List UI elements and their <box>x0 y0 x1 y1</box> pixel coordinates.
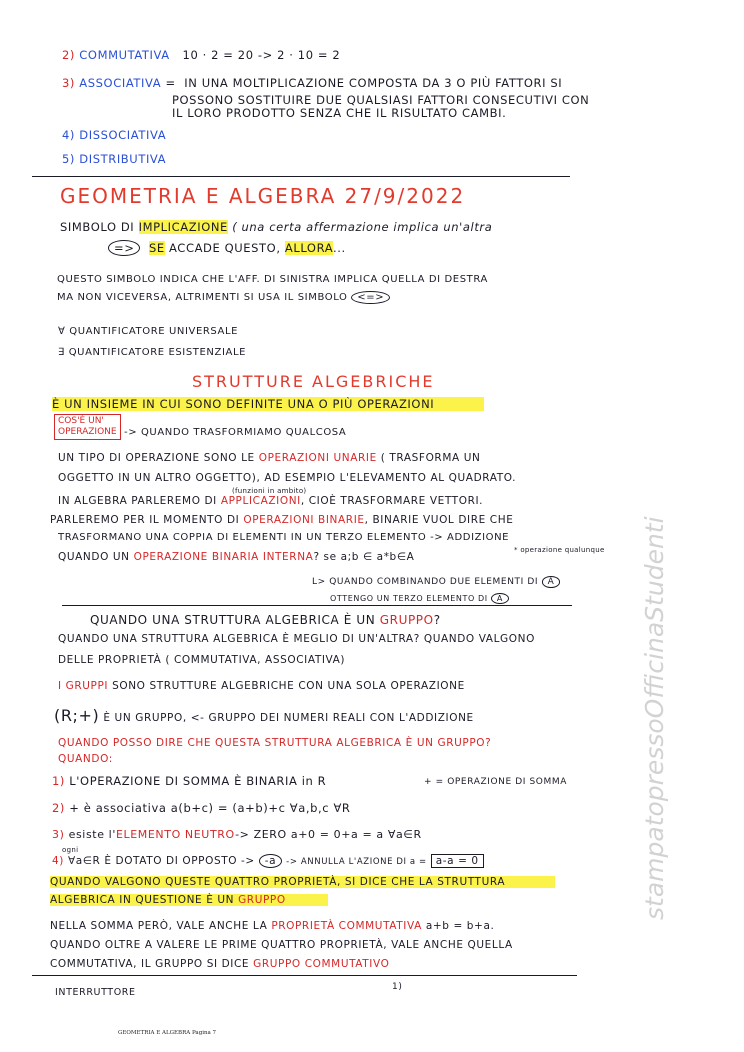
text: SIMBOLO DI <box>60 220 135 234</box>
implication-arrow-icon: => <box>108 240 140 256</box>
red-term: PROPRIETÀ COMMUTATIVA <box>271 920 422 932</box>
operation-box <box>54 414 121 440</box>
text-line <box>57 291 390 304</box>
text-line: INTERRUTTORE <box>55 987 136 998</box>
small-note: (funzioni in ambito) <box>232 487 307 495</box>
red-term: GRUPPO COMMUTATIVO <box>253 958 390 970</box>
text-line <box>58 680 465 692</box>
definition-highlight: È UN INSIEME IN CUI SONO DEFINITE UNA O PIÙ OPERAZIONI <box>52 397 484 411</box>
question-line: QUANDO: <box>58 753 113 765</box>
divider <box>32 176 570 177</box>
text-line: TRASFORMANO UNA COPPIA DI ELEMENTI IN UN TERZO ELEMENTO -> ADDIZIONE <box>58 532 510 543</box>
question-line: QUANDO POSSO DIRE CHE QUESTA STRUTTURA ALGEBRICA È UN GRUPPO? <box>58 737 492 749</box>
divider <box>32 975 577 976</box>
text-line <box>58 495 483 507</box>
small-note: ogni <box>62 846 79 854</box>
text: COMMUTATIVA, IL GRUPPO SI DICE <box>50 958 250 970</box>
property-commutative-line <box>62 48 340 62</box>
circled-a: A <box>491 593 509 604</box>
iff-arrow-icon: <=> <box>351 291 390 304</box>
text-line: QUESTO SIMBOLO INDICA CHE L'AFF. DI SINISTRA IMPLICA QUELLA DI DESTRA <box>57 274 488 285</box>
implication-symbol-line <box>108 240 346 256</box>
red-term: ELEMENTO NEUTRO <box>115 828 236 841</box>
text: ( TRASFORMA UN <box>380 452 481 464</box>
text-line <box>330 593 509 604</box>
text: PARLEREMO PER IL MOMENTO DI <box>50 514 240 526</box>
highlight-implicazione: IMPLICAZIONE <box>138 220 228 234</box>
text: È UN GRUPPO, <- GRUPPO DEI NUMERI REALI CON L'ADDIZIONE <box>103 712 474 724</box>
property-2 <box>52 801 351 815</box>
boxed-formula: a-a = 0 <box>431 854 484 868</box>
item-text: POSSONO SOSTITUIRE DUE QUALSIASI FATTORI CONSECUTIVI CON <box>172 93 590 107</box>
text: ∀a∈R È DOTATO DI OPPOSTO -> <box>67 855 255 867</box>
text-line: QUANDO OLTRE A VALERE LE PRIME QUATTRO PROPRIETÀ, VALE ANCHE QUELLA <box>50 939 513 951</box>
small-note: + = OPERAZIONE DI SOMMA <box>424 777 567 787</box>
text-line: 1) <box>392 982 403 992</box>
text: L> QUANDO COMBINANDO DUE ELEMENTI DI <box>312 577 539 587</box>
property-1 <box>52 774 326 788</box>
text: ? <box>433 613 441 627</box>
text: , BINARIE VUOL DIRE CHE <box>364 514 514 526</box>
text: ? se a;b ∈ a*b∈A <box>313 551 415 563</box>
property-distributive-line: 5) DISTRIBUTIVA <box>62 152 167 166</box>
page-footer: GEOMETRIA E ALGEBRA Pagina 7 <box>118 1030 217 1036</box>
circled-opposite: -a <box>259 854 282 868</box>
red-term: GRUPPO <box>379 613 434 627</box>
red-term: APPLICAZIONI <box>220 495 301 507</box>
text-line: -> QUANDO TRASFORMIAMO QUALCOSA <box>124 427 347 438</box>
text: OTTENGO UN TERZO ELEMENTO DI <box>330 594 488 603</box>
property-3 <box>52 828 422 841</box>
text-line <box>54 706 474 725</box>
text-line: QUANDO UNA STRUTTURA ALGEBRICA È MEGLIO DI UN'ALTRA? QUANDO VALGONO <box>58 633 535 645</box>
item-text: 10 · 2 = 20 -> 2 · 10 = 2 <box>182 48 341 62</box>
item-heading: ASSOCIATIVA <box>79 76 162 90</box>
text: + è associativa a(b+c) = (a+b)+c ∀a,b,c ∀R <box>69 801 351 815</box>
text: esiste l' <box>68 828 116 841</box>
subsection-title: STRUTTURE ALGEBRICHE <box>192 372 435 391</box>
item-text: IL LORO PRODOTTO SENZA CHE IL RISULTATO CAMBI. <box>172 106 507 120</box>
red-term: OPERAZIONE BINARIA INTERNA <box>133 551 314 563</box>
highlight-se: SE <box>149 241 165 255</box>
item-number: 1) <box>52 774 66 788</box>
text: SONO STRUTTURE ALGEBRICHE CON UNA SOLA OPERAZIONE <box>112 680 465 692</box>
highlight-allora: ALLORA <box>284 241 333 255</box>
red-term: OPERAZIONI UNARIE <box>258 452 377 464</box>
text-line <box>50 920 494 932</box>
text-line <box>58 551 414 563</box>
section-title: GEOMETRIA E ALGEBRA 27/9/2022 <box>60 184 466 208</box>
text: IN ALGEBRA PARLEREMO DI <box>58 495 217 507</box>
text-line <box>58 452 480 464</box>
text-line: ∃ QUANTIFICATORE ESISTENZIALE <box>58 347 247 358</box>
text: NELLA SOMMA PERÒ, VALE ANCHE LA <box>50 920 268 932</box>
text: -> ANNULLA L'AZIONE DI a = <box>286 857 427 867</box>
text: a+b = b+a. <box>425 920 495 932</box>
text: ( una certa affermazione implica un'altra <box>232 220 493 234</box>
text-line <box>50 514 513 526</box>
text: -> ZERO a+0 = 0+a = a ∀a∈R <box>235 828 422 841</box>
group-symbol: (R;+) <box>54 706 100 725</box>
text: , CIOÈ TRASFORMARE VETTORI. <box>300 495 484 507</box>
property-4 <box>52 854 484 868</box>
text-line: ∀ QUANTIFICATORE UNIVERSALE <box>58 326 239 337</box>
circled-a: A <box>542 576 561 588</box>
text: QUANDO UNA STRUTTURA ALGEBRICA È UN <box>90 613 376 627</box>
item-text: IN UNA MOLTIPLICAZIONE COMPOSTA DA 3 O PIÙ FATTORI SI <box>184 76 563 90</box>
item-heading: COMMUTATIVA <box>79 48 170 62</box>
text-line: DELLE PROPRIETÀ ( COMMUTATIVA, ASSOCIATIVA) <box>58 654 346 666</box>
item-number: 3) <box>62 76 76 90</box>
text: ALGEBRICA IN QUESTIONE È UN <box>50 894 235 906</box>
text: ACCADE QUESTO, <box>169 241 281 255</box>
small-note: * operazione qualunque <box>514 546 605 554</box>
property-associative-line <box>62 76 562 90</box>
box-line: OPERAZIONE <box>58 427 117 437</box>
question-line <box>90 613 441 627</box>
implication-line <box>60 220 492 234</box>
box-line: COS'È UN' <box>58 416 104 426</box>
text: UN TIPO DI OPERAZIONE SONO LE <box>58 452 255 464</box>
text-line <box>312 576 560 588</box>
watermark: stampatopressoOfficinaStudenti <box>640 516 669 920</box>
red-term: I GRUPPI <box>58 680 109 692</box>
text: L'OPERAZIONE DI SOMMA È BINARIA in R <box>69 774 327 788</box>
item-number: 3) <box>52 828 65 841</box>
red-term: OPERAZIONI BINARIE <box>243 514 365 526</box>
text: QUANDO UN <box>58 551 130 563</box>
item-number: 2) <box>52 801 66 815</box>
text-line <box>50 958 389 970</box>
conclusion-highlight: QUANDO VALGONO QUESTE QUATTRO PROPRIETÀ, SI DICE CHE LA STRUTTURA <box>50 876 555 888</box>
item-number: 2) <box>62 48 76 62</box>
item-number: 4) <box>52 855 64 867</box>
text-line: OGGETTO IN UN ALTRO OGGETTO), AD ESEMPIO L'ELEVAMENTO AL QUADRATO. <box>58 472 517 484</box>
equals-sign: = <box>165 76 176 90</box>
red-term: GRUPPO <box>238 894 286 906</box>
text: MA NON VICEVERSA, ALTRIMENTI SI USA IL SIMBOLO <box>57 292 348 303</box>
conclusion-highlight <box>50 894 328 906</box>
divider <box>62 605 572 606</box>
property-dissociative-line: 4) DISSOCIATIVA <box>62 128 167 142</box>
text: ... <box>332 241 346 255</box>
